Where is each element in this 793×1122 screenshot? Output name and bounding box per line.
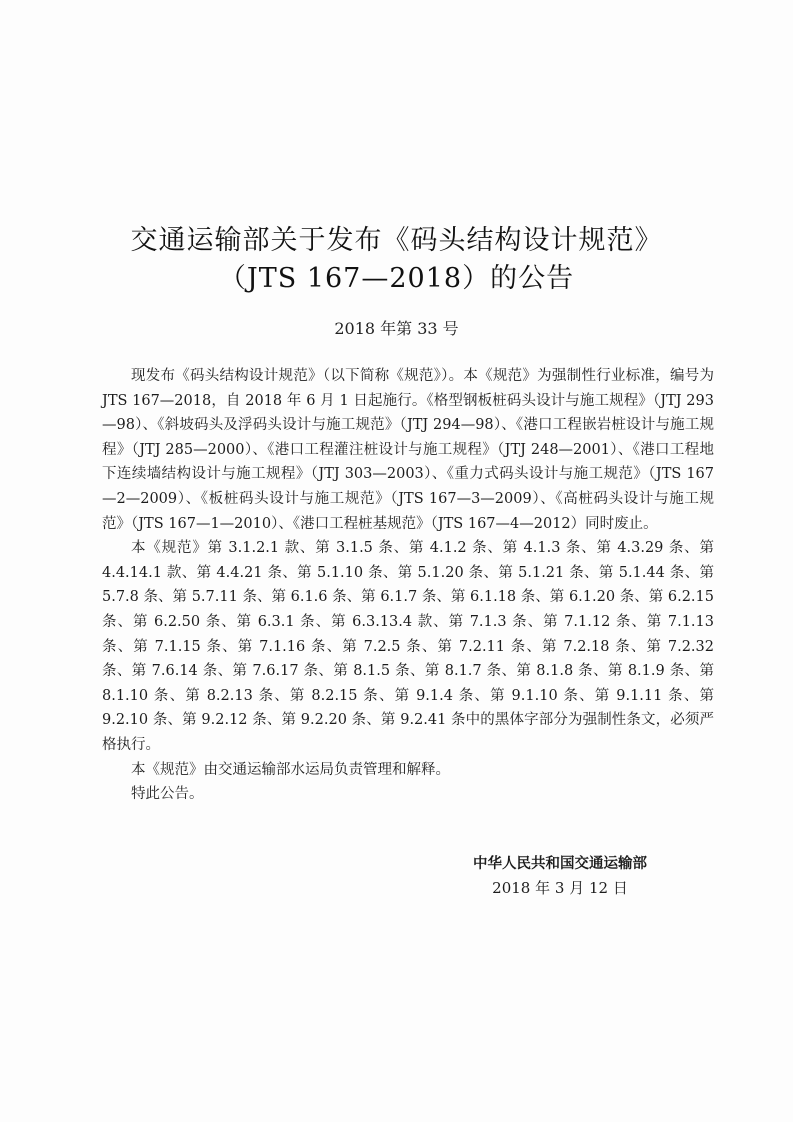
signature-block (430, 852, 690, 900)
paragraph-closing: 特此公告。 (131, 786, 204, 803)
issuing-organization: 中华人民共和国交通运输部 (473, 856, 647, 872)
paragraph-publication: 现发布《码头结构设计规范》（以下简称《规范》）。本《规范》为强制性行业标准，编号为 JTS 167—2018，自 2018 年 6 月 1 日起施行。《格型钢板桩码头设计与施工规程》（JTJ 293—98）、《斜坡码头及浮码头设计与施工规范》（JTJ 294—98）、《港口工程嵌岩桩设计与施工规程》（JTJ 285—2000）、《港口工程灌注桩设计与施工规程》（JTJ 248—2001）、《港口工程地下连续墙结构设计与施工规程》（JTJ 303—2003）、《重力式码头设计与施工规范》（JTS 167—2—2009）、《板桩码头设计与施工规范》（JTS 167—3—2009）、《高桩码头设计与施工规范》（JTS 167—1—2010）、《港口工程桩基规范》（JTS 167—4—2012）同时废止。 (102, 368, 714, 532)
paragraph-management: 本《规范》由交通运输部水运局负责管理和解释。 (131, 761, 450, 778)
announcement-body (102, 364, 714, 807)
announcement-title (0, 222, 793, 298)
issue-number: 2018 年第 33 号 (334, 319, 459, 338)
title-line-2: （JTS 167—2018）的公告 (218, 263, 575, 294)
paragraph-mandatory-clauses: 本《规范》第 3.1.2.1 款、第 3.1.5 条、第 4.1.2 条、第 4.1.3 条、第 4.3.29 条、第 4.4.14.1 款、第 4.4.21 条、第 5.1.10 条、第 5.1.20 条、第 5.1.21 条、第 5.1.44 条、第 5.7.8 条、第 5.7.11 条、第 6.1.6 条、第 6.1.7 条、第 6.1.18 条、第 6.1.20 条、第 6.2.15 条、第 6.2.50 条、第 6.3.1 条、第 6.3.13.4 款、第 7.1.3 条、第 7.1.12 条、第 7.1.13 条、第 7.1.15 条、第 7.1.16 条、第 7.2.5 条、第 7.2.11 条、第 7.2.18 条、第 7.2.32 条、第 7.6.14 条、第 7.6.17 条、第 8.1.5 条、第 8.1.7 条、第 8.1.8 条、第 8.1.9 条、第 8.1.10 条、第 8.2.13 条、第 8.2.15 条、第 9.1.4 条、第 9.1.10 条、第 9.1.11 条、第 9.2.10 条、第 9.2.12 条、第 9.2.20 条、第 9.2.41 条中的黑体字部分为强制性条文，必须严格执行。 (102, 540, 714, 753)
issue-date: 2018 年 3 月 12 日 (492, 879, 628, 897)
title-line-1: 交通运输部关于发布《码头结构设计规范》 (130, 225, 663, 256)
